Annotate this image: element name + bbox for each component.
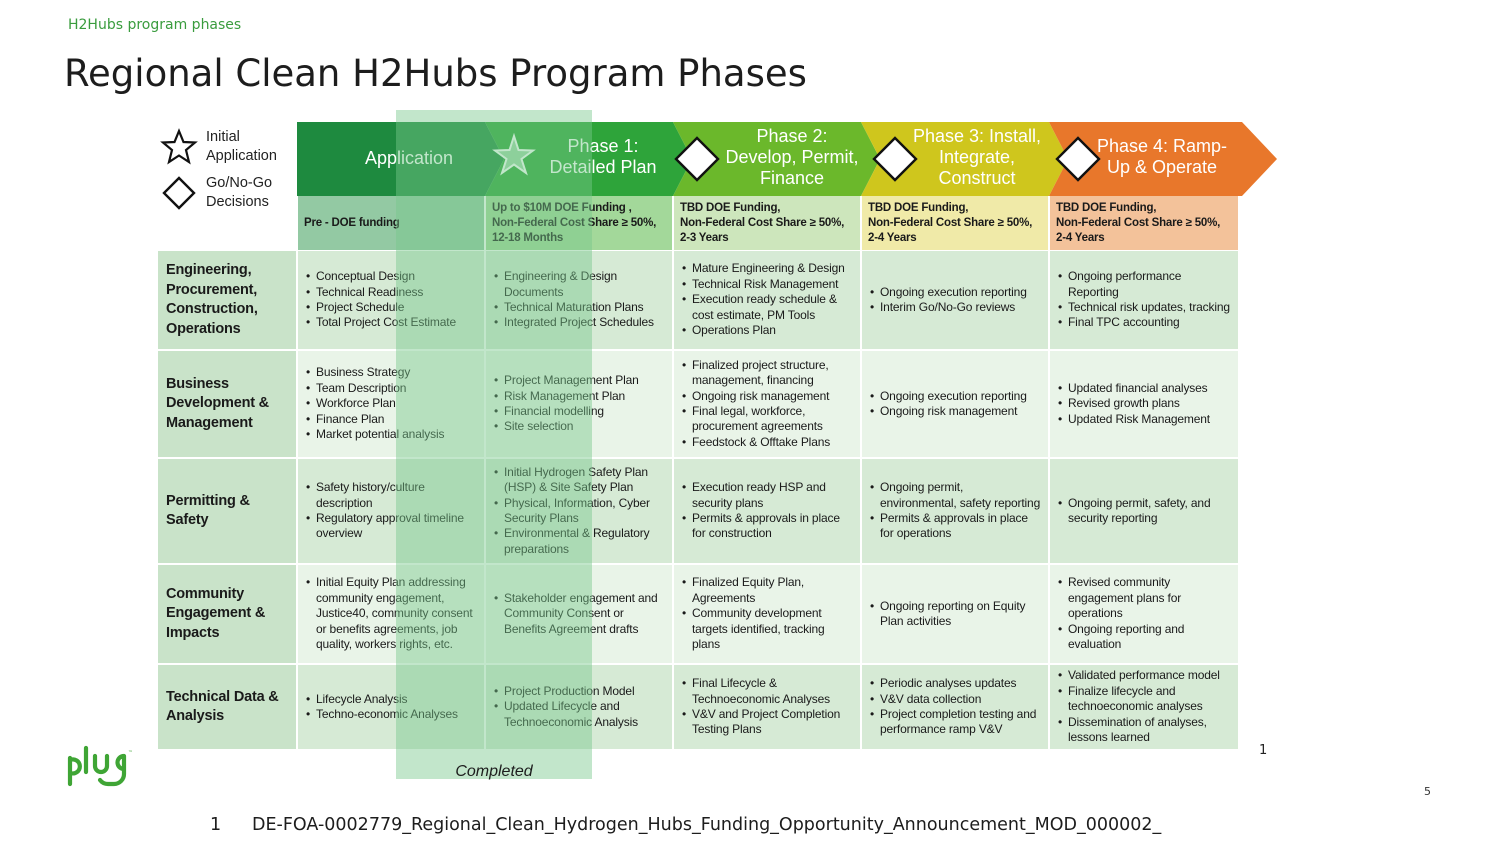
bullet-list	[306, 480, 478, 542]
phase-label-phase1	[533, 136, 673, 178]
bullet-item: • Team Description	[306, 381, 478, 396]
phase4-line1: Phase 4: Ramp-	[1096, 136, 1228, 156]
phase-label-phase3	[901, 126, 1053, 189]
bullet-item: • Environmental & Regulatory preparations	[494, 526, 666, 557]
completed-label: Completed	[455, 763, 533, 780]
bullet-item: • Engineering & Design Documents	[494, 269, 666, 300]
breadcrumb: H2Hubs program phases	[68, 17, 242, 33]
funding-cell-application	[298, 196, 486, 250]
bullet-item: • Revised growth plans	[1058, 396, 1232, 411]
bullet-list	[682, 261, 854, 338]
phase3-line1: Phase 3: Install,	[912, 126, 1042, 146]
funding-line: Non-Federal Cost Share ≥ 50%,	[1056, 216, 1221, 229]
phase-label-phase4	[1087, 136, 1237, 178]
bullet-list	[1058, 269, 1232, 331]
bullet-list	[682, 480, 854, 542]
funding-cell-phase4	[1050, 196, 1238, 250]
bullet-item: • Ongoing permit, safety, and security reporting	[1058, 496, 1232, 527]
grid-cell	[486, 351, 674, 457]
bullet-item: • Ongoing performance Reporting	[1058, 269, 1232, 300]
bullet-item: • Final Lifecycle & Technoeconomic Analyses	[682, 676, 854, 707]
bullet-item: • Workforce Plan	[306, 396, 478, 411]
phase-grid	[158, 251, 1240, 751]
grid-cell	[486, 459, 674, 563]
bullet-item: • Integrated Project Schedules	[494, 315, 666, 330]
bullet-item: • Updated Lifecycle and Technoeconomic Analysis	[494, 699, 666, 730]
grid-row	[158, 665, 1240, 751]
funding-cell-phase2	[674, 196, 862, 250]
legend-go-no-go	[160, 174, 295, 212]
bullet-item: • Ongoing risk management	[682, 389, 854, 404]
bullet-item: • Mature Engineering & Design	[682, 261, 854, 276]
bullet-list	[494, 465, 666, 557]
phase2-line2: Develop, Permit,	[725, 147, 859, 167]
legend-initial-line2: Application	[206, 148, 277, 164]
phase-label-phase2	[717, 126, 867, 189]
bullet-item: • Operations Plan	[682, 323, 854, 338]
phase2-line3: Finance	[759, 168, 825, 188]
phase4-line2: Up & Operate	[1106, 157, 1218, 177]
bullet-list	[682, 358, 854, 450]
bullet-item: • Ongoing risk management	[870, 404, 1042, 419]
grid-row	[158, 459, 1240, 565]
row-heading: Technical Data & Analysis	[158, 665, 298, 749]
footnote-marker: 1	[1259, 743, 1268, 758]
bullet-item: • Market potential analysis	[306, 427, 478, 442]
bullet-item: • Project Production Model	[494, 684, 666, 699]
bullet-item: • Execution ready schedule & cost estimate, PM Tools	[682, 292, 854, 323]
svg-text:™: ™	[128, 750, 133, 756]
bullet-item: • Business Strategy	[306, 365, 478, 380]
row-heading: Business Development & Management	[158, 351, 298, 457]
bullet-item: • Stakeholder engagement and Community Consent or Benefits Agreement drafts	[494, 591, 666, 637]
bullet-item: • Finalized project structure, management, financing	[682, 358, 854, 389]
grid-row	[158, 251, 1240, 351]
grid-cell	[862, 565, 1050, 663]
bullet-item: • Validated performance model	[1058, 668, 1232, 683]
bullet-item: • Final TPC accounting	[1058, 315, 1232, 330]
legend-gonogo-label	[206, 174, 272, 212]
bullet-item: • Interim Go/No-Go reviews	[870, 300, 1042, 315]
bullet-list	[870, 285, 1042, 316]
phase-label-application	[339, 148, 479, 169]
phase1-line2: Detailed Plan	[549, 157, 657, 177]
bullet-item: • Technical Maturation Plans	[494, 300, 666, 315]
funding-line: 2-3 Years	[680, 231, 729, 244]
grid-cell	[298, 351, 486, 457]
bullet-item: • Revised community engagement plans for operations	[1058, 575, 1232, 621]
legend	[160, 128, 295, 220]
bullet-list	[870, 599, 1042, 630]
footnote	[210, 815, 1161, 835]
phase-application-line1: Application	[364, 148, 454, 168]
bullet-item: • Ongoing reporting and evaluation	[1058, 622, 1232, 653]
bullet-item: • Dissemination of analyses, lessons learned	[1058, 715, 1232, 746]
bullet-item: • Total Project Cost Estimate	[306, 315, 478, 330]
grid-cell	[862, 665, 1050, 749]
bullet-item: • Finalized Equity Plan, Agreements	[682, 575, 854, 606]
bullet-list	[870, 676, 1042, 738]
bullet-item: • Initial Hydrogen Safety Plan (HSP) & Site Safety Plan	[494, 465, 666, 496]
grid-cell	[862, 459, 1050, 563]
bullet-item: • Risk Management Plan	[494, 389, 666, 404]
grid-cell	[1050, 565, 1238, 663]
bullet-item: • Safety history/culture description	[306, 480, 478, 511]
footnote-number: 1	[210, 815, 222, 835]
bullet-item: • Project completion testing and performance ramp V&V	[870, 707, 1042, 738]
bullet-item: • Site selection	[494, 419, 666, 434]
grid-cell	[486, 665, 674, 749]
bullet-item: • Financial modelling	[494, 404, 666, 419]
bullet-list	[1058, 496, 1232, 527]
funding-line: 2-4 Years	[1056, 231, 1105, 244]
bullet-item: • Ongoing execution reporting	[870, 389, 1042, 404]
funding-line: TBD DOE Funding,	[1056, 201, 1157, 214]
legend-initial-application	[160, 128, 295, 166]
bullet-item: • Ongoing permit, environmental, safety reporting	[870, 480, 1042, 511]
bullet-item: • V&V and Project Completion Testing Plans	[682, 707, 854, 738]
grid-cell	[674, 351, 862, 457]
funding-line: Up to $10M DOE Funding ,	[492, 201, 632, 214]
grid-row	[158, 351, 1240, 459]
bullet-list	[1058, 381, 1232, 427]
bullet-item: • Ongoing reporting on Equity Plan activities	[870, 599, 1042, 630]
bullet-list	[682, 676, 854, 738]
bullet-item: • Technical Risk Management	[682, 277, 854, 292]
bullet-item: • Updated Risk Management	[1058, 412, 1232, 427]
grid-row	[158, 565, 1240, 665]
bullet-item: • V&V data collection	[870, 692, 1042, 707]
funding-line: Pre - DOE funding	[304, 216, 400, 229]
page-number: 5	[1424, 785, 1431, 798]
star-icon	[160, 128, 198, 166]
row-heading: Community Engagement & Impacts	[158, 565, 298, 663]
funding-line: 2-4 Years	[868, 231, 917, 244]
phase1-line1: Phase 1:	[567, 136, 639, 156]
bullet-list	[870, 480, 1042, 542]
bullet-list	[1058, 575, 1232, 652]
grid-cell	[1050, 351, 1238, 457]
grid-cell	[298, 459, 486, 563]
funding-line: Non-Federal Cost Share ≥ 50%,	[680, 216, 845, 229]
funding-line: TBD DOE Funding,	[868, 201, 969, 214]
bullet-item: • Regulatory approval timeline overview	[306, 511, 478, 542]
bullet-item: • Feedstock & Offtake Plans	[682, 435, 854, 450]
footnote-text: DE-FOA-0002779_Regional_Clean_Hydrogen_Hubs_Funding_Opportunity_Announcement_MOD_000002_	[252, 815, 1162, 835]
grid-cell	[674, 565, 862, 663]
bullet-item: • Final legal, workforce, procurement agreements	[682, 404, 854, 435]
phase-arrows	[297, 122, 1282, 196]
bullet-item: • Community development targets identified, tracking plans	[682, 606, 854, 652]
bullet-item: • Project Management Plan	[494, 373, 666, 388]
bullet-list	[1058, 668, 1232, 745]
bullet-list	[306, 692, 478, 723]
phase3-line3: Construct	[938, 168, 1016, 188]
bullet-item: • Periodic analyses updates	[870, 676, 1042, 691]
funding-cell-phase1	[486, 196, 674, 250]
row-heading: Permitting & Safety	[158, 459, 298, 563]
grid-cell	[1050, 459, 1238, 563]
legend-gonogo-line1: Go/No-Go	[206, 175, 273, 191]
grid-cell	[674, 251, 862, 349]
bullet-list	[494, 269, 666, 331]
phase3-line2: Integrate,	[938, 147, 1016, 167]
bullet-item: • Execution ready HSP and security plans	[682, 480, 854, 511]
plug-logo-mark	[66, 744, 136, 804]
bullet-item: • Project Schedule	[306, 300, 478, 315]
bullet-item: • Initial Equity Plan addressing community engagement, Justice40, community consent or benefits agreements, job quality, workers rights, etc.	[306, 575, 478, 652]
bullet-list	[494, 684, 666, 730]
bullet-item: • Technical Readiness	[306, 285, 478, 300]
bullet-list	[494, 591, 666, 637]
bullet-item: • Permits & approvals in place for construction	[682, 511, 854, 542]
grid-cell	[486, 565, 674, 663]
bullet-item: • Finalize lifecycle and technoeconomic analyses	[1058, 684, 1232, 715]
diamond-icon	[160, 174, 198, 212]
bullet-item: • Technical risk updates, tracking	[1058, 300, 1232, 315]
grid-cell	[298, 565, 486, 663]
bullet-item: • Physical, Information, Cyber Security Plans	[494, 496, 666, 527]
grid-cell	[862, 351, 1050, 457]
grid-cell	[298, 251, 486, 349]
funding-line: Non-Federal Cost Share ≥ 50%,	[492, 216, 657, 229]
bullet-item: • Updated financial analyses	[1058, 381, 1232, 396]
legend-initial-line1: Initial	[206, 129, 240, 145]
grid-cell	[1050, 251, 1238, 349]
bullet-item: • Lifecycle Analysis	[306, 692, 478, 707]
funding-line: 12-18 Months	[492, 231, 564, 244]
legend-gonogo-line2: Decisions	[206, 194, 269, 210]
phase2-line1: Phase 2:	[756, 126, 828, 146]
funding-line: TBD DOE Funding,	[680, 201, 781, 214]
funding-line: Non-Federal Cost Share ≥ 50%,	[868, 216, 1033, 229]
bullet-list	[494, 373, 666, 435]
grid-cell	[674, 459, 862, 563]
grid-cell	[298, 665, 486, 749]
grid-cell	[486, 251, 674, 349]
grid-cell	[1050, 665, 1238, 749]
legend-initial-label	[206, 128, 277, 166]
grid-cell	[674, 665, 862, 749]
bullet-list	[870, 389, 1042, 420]
bullet-item: • Permits & approvals in place for operations	[870, 511, 1042, 542]
plug-logo	[66, 744, 136, 809]
bullet-item: • Ongoing execution reporting	[870, 285, 1042, 300]
bullet-list	[306, 365, 478, 442]
bullet-list	[306, 269, 478, 331]
bullet-item: • Techno-economic Analyses	[306, 707, 478, 722]
bullet-list	[306, 575, 478, 652]
grid-cell	[862, 251, 1050, 349]
bullet-item: • Finance Plan	[306, 412, 478, 427]
page-title: Regional Clean H2Hubs Program Phases	[64, 52, 807, 95]
funding-cell-phase3	[862, 196, 1050, 250]
bullet-item: • Conceptual Design	[306, 269, 478, 284]
row-heading: Engineering, Procurement, Construction, Operations	[158, 251, 298, 349]
funding-row	[298, 196, 1238, 250]
bullet-list	[682, 575, 854, 652]
